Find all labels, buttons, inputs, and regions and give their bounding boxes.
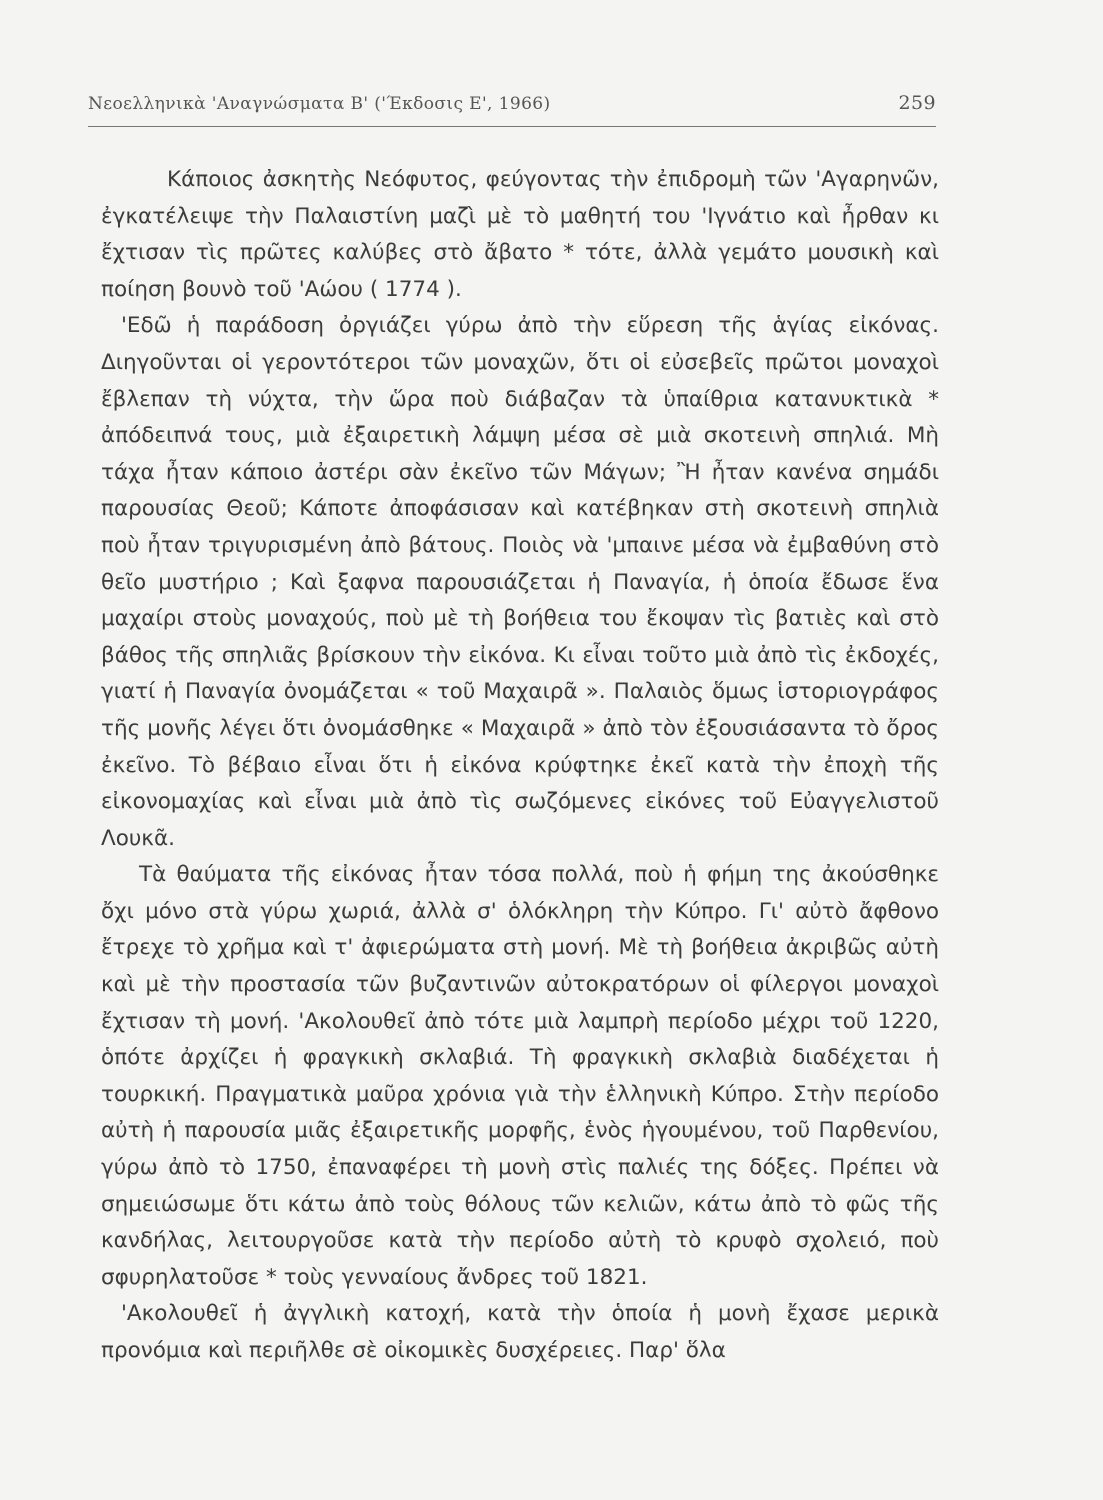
- main-text: [101, 162, 939, 1370]
- paragraph: Κάποιος ἀσκητὴς Νεόφυτος, φεύγοντας τὴν ἐπιδρομὴ τῶν 'Αγαρηνῶν, ἐγκατέλειψε τὴν Παλαιστίνη μαζὶ μὲ τὸ μαθητή του 'Ιγνάτιο καὶ ἦρθαν κι ἔχτισαν τὶς πρῶτες καλύβες στὸ ἄβατο * τότε, ἀλλὰ γεμάτο μουσικὴ καὶ ποίηση βουνὸ τοῦ 'Αώου ( 1774 ).: [101, 167, 939, 302]
- book-title: Νεοελληνικὰ 'Αναγνώσματα Β' ('Έκδοσις Ε', 1966): [88, 94, 551, 114]
- page-number: 259: [898, 92, 936, 114]
- paragraph: 'Εδῶ ἡ παράδοση ὀργιάζει γύρω ἀπὸ τὴν εὕρεση τῆς ἁγίας εἰκόνας. Διηγοῦνται οἱ γεροντότεροι τῶν μοναχῶν, ὅτι οἱ εὐσεβεῖς πρῶτοι μοναχοὶ ἔβλεπαν τὴ νύχτα, τὴν ὥρα ποὺ διάβαζαν τὰ ὑπαίθρια κατανυκτικὰ * ἀπόδειπνά τους, μιὰ ἐξαιρετικὴ λάμψη μέσα σὲ μιὰ σκοτεινὴ σπηλιά. Μὴ τάχα ἦταν κάποιο ἀστέρι σὰν ἐκεῖνο τῶν Μάγων; Ἢ ἦταν κανένα σημάδι παρουσίας Θεοῦ; Κάποτε ἀποφάσισαν καὶ κατέβηκαν στὴ σκοτεινὴ σπηλιὰ ποὺ ἦταν τριγυρισμένη ἀπὸ βάτους. Ποιὸς νὰ 'μπαινε μέσα νὰ ἐμβαθύνη στὸ θεῖο μυστήριο ; Καὶ ξαφνα παρουσιάζεται ἡ Παναγία, ἡ ὁποία ἔδωσε ἕνα μαχαίρι στοὺς μοναχούς, ποὺ μὲ τὴ βοήθεια του ἔκοψαν τὶς βατιὲς καὶ στὸ βάθος τῆς σπηλιᾶς βρίσκουν τὴν εἰκόνα. Κι εἶναι τοῦτο μιὰ ἀπὸ τὶς ἐκδοχές, γιατί ἡ Παναγία ὀνομάζεται « τοῦ Μαχαιρᾶ ». Παλαιὸς ὅμως ἱστοριογράφος τῆς μονῆς λέγει ὅτι ὀνομάσθηκε « Μαχαιρᾶ » ἀπὸ τὸν ἐξουσιάσαντα τὸ ὄρος ἐκεῖνο. Τὸ βέβαιο εἶναι ὅτι ἡ εἰκόνα κρύφτηκε ἐκεῖ κατὰ τὴν ἐποχὴ τῆς εἰκονομαχίας καὶ εἶναι μιὰ ἀπὸ τὶς σωζόμενες εἰκόνες τοῦ Εὐαγγελιστοῦ Λουκᾶ.: [101, 313, 939, 851]
- running-header: [88, 88, 936, 118]
- paragraph: Τὰ θαύματα τῆς εἰκόνας ἦταν τόσα πολλά, ποὺ ἡ φήμη της ἀκούσθηκε ὄχι μόνο στὰ γύρω χωριά, ἀλλὰ σ' ὁλόκληρη τὴν Κύπρο. Γι' αὐτὸ ἄφθονο ἔτρεχε τὸ χρῆμα καὶ τ' ἀφιερώματα στὴ μονή. Μὲ τὴ βοήθεια ἀκριβῶς αὐτὴ καὶ μὲ τὴν προστασία τῶν βυζαντινῶν αὐτοκρατόρων οἱ φίλεργοι μοναχοὶ ἔχτισαν τὴ μονή. 'Ακολουθεῖ ἀπὸ τότε μιὰ λαμπρὴ περίοδο μέχρι τοῦ 1220, ὁπότε ἀρχίζει ἡ φραγκικὴ σκλαβιά. Τὴ φραγκικὴ σκλαβιὰ διαδέχεται ἡ τουρκική. Πραγματικὰ μαῦρα χρόνια γιὰ τὴν ἑλληνικὴ Κύπρο. Στὴν περίοδο αὐτὴ ἡ παρουσία μιᾶς ἐξαιρετικῆς μορφῆς, ἑνὸς ἡγουμένου, τοῦ Παρθενίου, γύρω ἀπὸ τὸ 1750, ἐπαναφέρει τὴ μονὴ στὶς παλιές της δόξες. Πρέπει νὰ σημειώσωμε ὅτι κάτω ἀπὸ τοὺς θόλους τῶν κελιῶν, κάτω ἀπὸ τὸ φῶς τῆς κανδήλας, λειτουργοῦσε κατὰ τὴν περίοδο αὐτὴ τὸ κρυφὸ σχολειό, ποὺ σφυρηλατοῦσε * τοὺς γενναίους ἄνδρες τοῦ 1821.: [101, 862, 939, 1290]
- paragraph: 'Ακολουθεῖ ἡ ἀγγλικὴ κατοχή, κατὰ τὴν ὁποία ἡ μονὴ ἔχασε μερικὰ προνόμια καὶ περιῆλθε σὲ οἰκομικὲς δυσχέρειες. Παρ' ὅλα: [101, 1301, 939, 1363]
- header-rule: [88, 126, 936, 127]
